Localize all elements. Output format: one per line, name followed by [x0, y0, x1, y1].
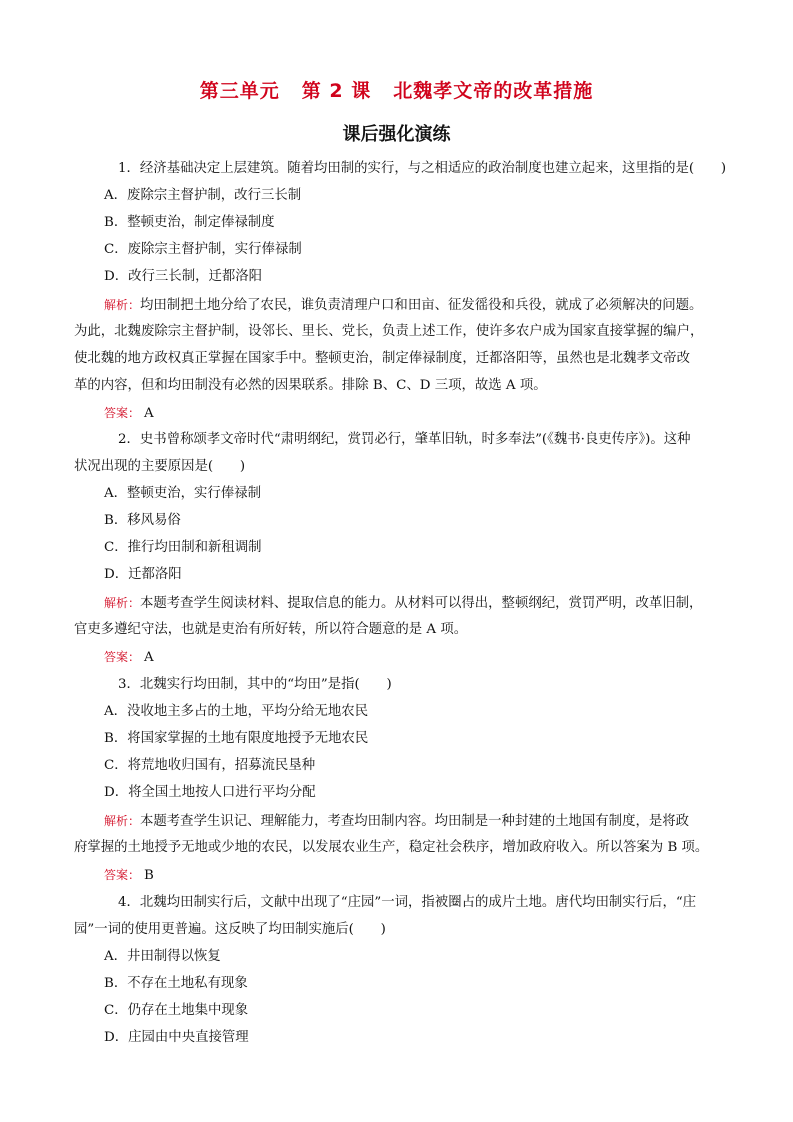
question-2-analysis-line-2: 官吏多遵纪守法，也就是吏治有所好转，所以符合题意的是 A 项。	[74, 622, 468, 637]
question-4-stem-line-2: 园”一词的使用更普遍。这反映了均田制实施后( )	[74, 922, 386, 937]
question-3-analysis-line-1: 解析：本题考查学生识记、理解能力，考查均田制内容。均田制是一种封建的土地国有制度，是将政	[104, 814, 690, 829]
question-4-option-d: D．庄园由中央直接管理	[104, 1030, 249, 1045]
question-1-option-d: D．改行三长制，迁都洛阳	[104, 269, 263, 284]
question-3-analysis-line-2: 府掌握的土地授予无地或少地的农民，以发展农业生产，稳定社会秩序，增加政府收入。所以答案为 B 项。	[74, 840, 709, 855]
unit-label: 第三单元	[199, 80, 280, 102]
question-2-stem-line-1: 2．史书曾称颂孝文帝时代“肃明纲纪，赏罚必行，肇革旧轨，时多奉法”(《魏书·良吏传序》)。这种	[118, 432, 691, 447]
question-2-option-b: B．移风易俗	[104, 513, 181, 528]
question-2-answer	[104, 648, 154, 667]
question-2-analysis-line-1: 解析：本题考查学生阅读材料、提取信息的能力。从材料可以得出，整顿纲纪，赏罚严明，改革旧制，	[104, 596, 703, 611]
question-1-option-a: A．废除宗主督护制，改行三长制	[104, 188, 302, 203]
analysis-label: 解析：	[104, 596, 141, 610]
page-title	[0, 76, 793, 103]
answer-label: 答案：	[104, 406, 141, 420]
question-3-stem: 3．北魏实行均田制，其中的“均田”是指( )	[118, 677, 392, 692]
question-1-analysis-line-1: 解析：均田制把土地分给了农民，谁负责清理户口和田亩、征发徭役和兵役，就成了必须解决的问题。	[104, 298, 703, 313]
question-4-stem-line-1: 4．北魏均田制实行后，文献中出现了“庄园”一词，指被圈占的成片土地。唐代均田制实行后，“庄	[118, 895, 697, 910]
analysis-label: 解析：	[104, 298, 141, 312]
question-1-option-c: C．废除宗主督护制，实行俸禄制	[104, 242, 302, 257]
question-4-option-a: A．井田制得以恢复	[104, 949, 221, 964]
question-2-option-c: C．推行均田制和新租调制	[104, 540, 262, 555]
lesson-label: 第 2 课	[301, 80, 372, 102]
question-4-option-c: C．仍存在土地集中现象	[104, 1003, 249, 1018]
question-3-option-a: A．没收地主多占的土地，平均分给无地农民	[104, 704, 369, 719]
question-3-option-b: B．将国家掌握的土地有限度地授予无地农民	[104, 731, 369, 746]
answer-value: A	[144, 650, 154, 665]
answer-value: B	[144, 868, 154, 883]
question-1-answer	[104, 404, 154, 423]
analysis-label: 解析：	[104, 814, 141, 828]
question-1-analysis-line-3: 使北魏的地方政权真正掌握在国家手中。整顿吏治，制定俸禄制度，迁都洛阳等，虽然也是北魏孝文帝改	[74, 351, 690, 366]
answer-label: 答案：	[104, 650, 141, 664]
page-subtitle: 课后强化演练	[342, 124, 451, 145]
lesson-topic: 北魏孝文帝的改革措施	[393, 80, 594, 102]
question-1-analysis-line-4: 革的内容，但和均田制没有必然的因果联系。排除 B、C、D 三项，故选 A 项。	[74, 378, 547, 393]
question-2-option-d: D．迁都洛阳	[104, 567, 182, 582]
question-2-option-a: A．整顿吏治，实行俸禄制	[104, 486, 261, 501]
question-4-option-b: B．不存在土地私有现象	[104, 976, 248, 991]
question-1-option-b: B．整顿吏治，制定俸禄制度	[104, 215, 275, 230]
answer-value: A	[144, 406, 154, 421]
question-2-stem-line-2: 状况出现的主要原因是( )	[74, 459, 246, 474]
question-3-answer	[104, 866, 154, 885]
answer-label: 答案：	[104, 868, 141, 882]
question-3-option-c: C．将荒地收归国有，招募流民垦种	[104, 758, 316, 773]
question-1-stem: 1．经济基础决定上层建筑。随着均田制的实行，与之相适应的政治制度也建立起来，这里指的是( )	[118, 161, 727, 176]
question-3-option-d: D．将全国土地按人口进行平均分配	[104, 785, 316, 800]
question-1-analysis-line-2: 为此，北魏废除宗主督护制，设邻长、里长、党长，负责上述工作，使许多农户成为国家直接掌握的编户，	[74, 324, 704, 339]
